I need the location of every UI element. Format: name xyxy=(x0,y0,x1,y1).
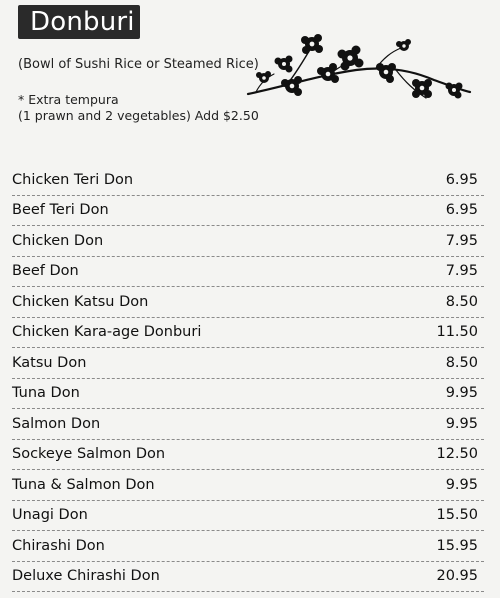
page-title: Donburi xyxy=(18,5,140,39)
item-price: 9.95 xyxy=(445,385,478,402)
item-price: 11.50 xyxy=(436,324,478,341)
item-name: Katsu Don xyxy=(12,354,87,371)
item-name: Beef Don xyxy=(12,263,79,280)
item-name: Chicken Katsu Don xyxy=(12,293,149,310)
item-price: 9.95 xyxy=(445,415,478,432)
list-item xyxy=(12,470,484,501)
item-price: 8.50 xyxy=(445,354,478,371)
item-name: Chicken Kara-age Donburi xyxy=(12,324,202,341)
donburi-menu-list xyxy=(12,165,484,592)
list-item xyxy=(12,257,484,288)
item-price: 8.50 xyxy=(445,293,478,310)
item-name: Salmon Don xyxy=(12,415,101,432)
item-price: 9.95 xyxy=(445,476,478,493)
item-name: Chicken Don xyxy=(12,232,104,249)
list-item xyxy=(12,226,484,257)
item-name: Tuna & Salmon Don xyxy=(12,476,155,493)
item-price: 12.50 xyxy=(436,446,478,463)
item-price: 20.95 xyxy=(436,568,478,585)
list-item xyxy=(12,409,484,440)
item-price: 7.95 xyxy=(445,232,478,249)
item-price: 6.95 xyxy=(445,202,478,219)
item-name: Deluxe Chirashi Don xyxy=(12,568,160,585)
item-name: Unagi Don xyxy=(12,507,88,524)
list-item xyxy=(12,501,484,532)
item-name: Tuna Don xyxy=(12,385,80,402)
list-item xyxy=(12,531,484,562)
item-name: Beef Teri Don xyxy=(12,202,109,219)
subtitle: (Bowl of Sushi Rice or Steamed Rice) xyxy=(18,57,259,72)
list-item xyxy=(12,440,484,471)
item-price: 15.95 xyxy=(436,537,478,554)
extra-tempura-note xyxy=(18,92,259,124)
list-item xyxy=(12,287,484,318)
cherry-blossom-illustration xyxy=(246,28,472,110)
item-price: 6.95 xyxy=(445,171,478,188)
list-item xyxy=(12,196,484,227)
list-item xyxy=(12,562,484,593)
item-price: 15.50 xyxy=(436,507,478,524)
item-name: Chirashi Don xyxy=(12,537,105,554)
extra-line-2: (1 prawn and 2 vegetables) Add $2.50 xyxy=(18,108,259,123)
extra-line-1: * Extra tempura xyxy=(18,92,119,107)
list-item xyxy=(12,318,484,349)
list-item xyxy=(12,379,484,410)
list-item xyxy=(12,348,484,379)
item-price: 7.95 xyxy=(445,263,478,280)
item-name: Sockeye Salmon Don xyxy=(12,446,166,463)
item-name: Chicken Teri Don xyxy=(12,171,134,188)
list-item xyxy=(12,165,484,196)
